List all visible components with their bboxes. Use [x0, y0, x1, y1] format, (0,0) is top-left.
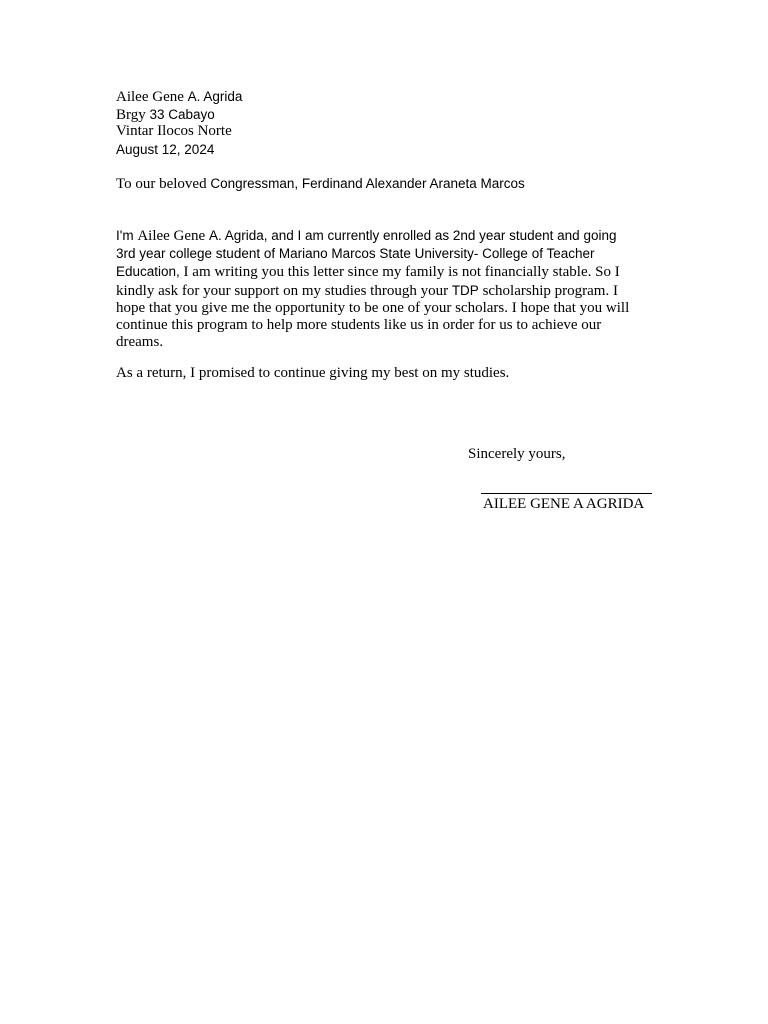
body-text-run: kindly ask for your support on my studies through your — [116, 282, 452, 299]
address-barangay-value: 33 Cabayo — [149, 107, 215, 122]
body-text-run: Ailee Gene — [137, 228, 209, 244]
body-text-run: I'm — [116, 228, 138, 243]
body-line — [116, 334, 656, 351]
body-text-run: continue this program to help more students like us in order for us to achieve our — [116, 317, 602, 334]
signature-line — [481, 493, 652, 494]
body-paragraph — [116, 227, 656, 351]
body-line — [116, 263, 656, 281]
signature-name: AILEE GENE A AGRIDA — [483, 496, 645, 512]
body-text-run: 3rd year college student of Mariano Marcos State University- College of Teacher — [116, 246, 595, 262]
sender-name-last: A. Agrida — [187, 89, 243, 104]
body-line — [116, 300, 656, 317]
body-line — [116, 245, 656, 263]
sender-address-line-2: Vintar Ilocos Norte — [116, 123, 232, 139]
salutation — [116, 175, 525, 193]
second-paragraph: As a return, I promised to continue giving my best on my studies. — [116, 365, 510, 381]
sender-name-first: Ailee Gene — [116, 89, 188, 105]
body-text-run: hope that you give me the opportunity to be one of your scholars. I hope that you will — [116, 299, 630, 316]
body-text-run: I am writing you this letter since my family is not financially stable. So I — [183, 264, 620, 281]
body-text-run: scholarship program. I — [478, 282, 618, 299]
body-text-run: dreams. — [116, 334, 164, 351]
salutation-intro: To our beloved — [116, 176, 211, 192]
body-line — [116, 317, 656, 334]
address-barangay-label: Brgy — [116, 107, 150, 123]
body-text-run: TDP — [451, 282, 479, 298]
sender-name — [116, 88, 242, 106]
body-line — [116, 227, 656, 245]
closing-line: Sincerely yours, — [468, 446, 566, 462]
body-text-run: A. Agrida, and I am currently enrolled as 2nd year student and going — [208, 228, 617, 243]
sender-address-line-1 — [116, 106, 215, 124]
body-line — [116, 282, 656, 300]
letter-date: August 12, 2024 — [116, 142, 215, 157]
salutation-recipient: Congressman, Ferdinand Alexander Araneta Marcos — [210, 176, 525, 191]
body-text-run: Education, — [116, 264, 184, 280]
